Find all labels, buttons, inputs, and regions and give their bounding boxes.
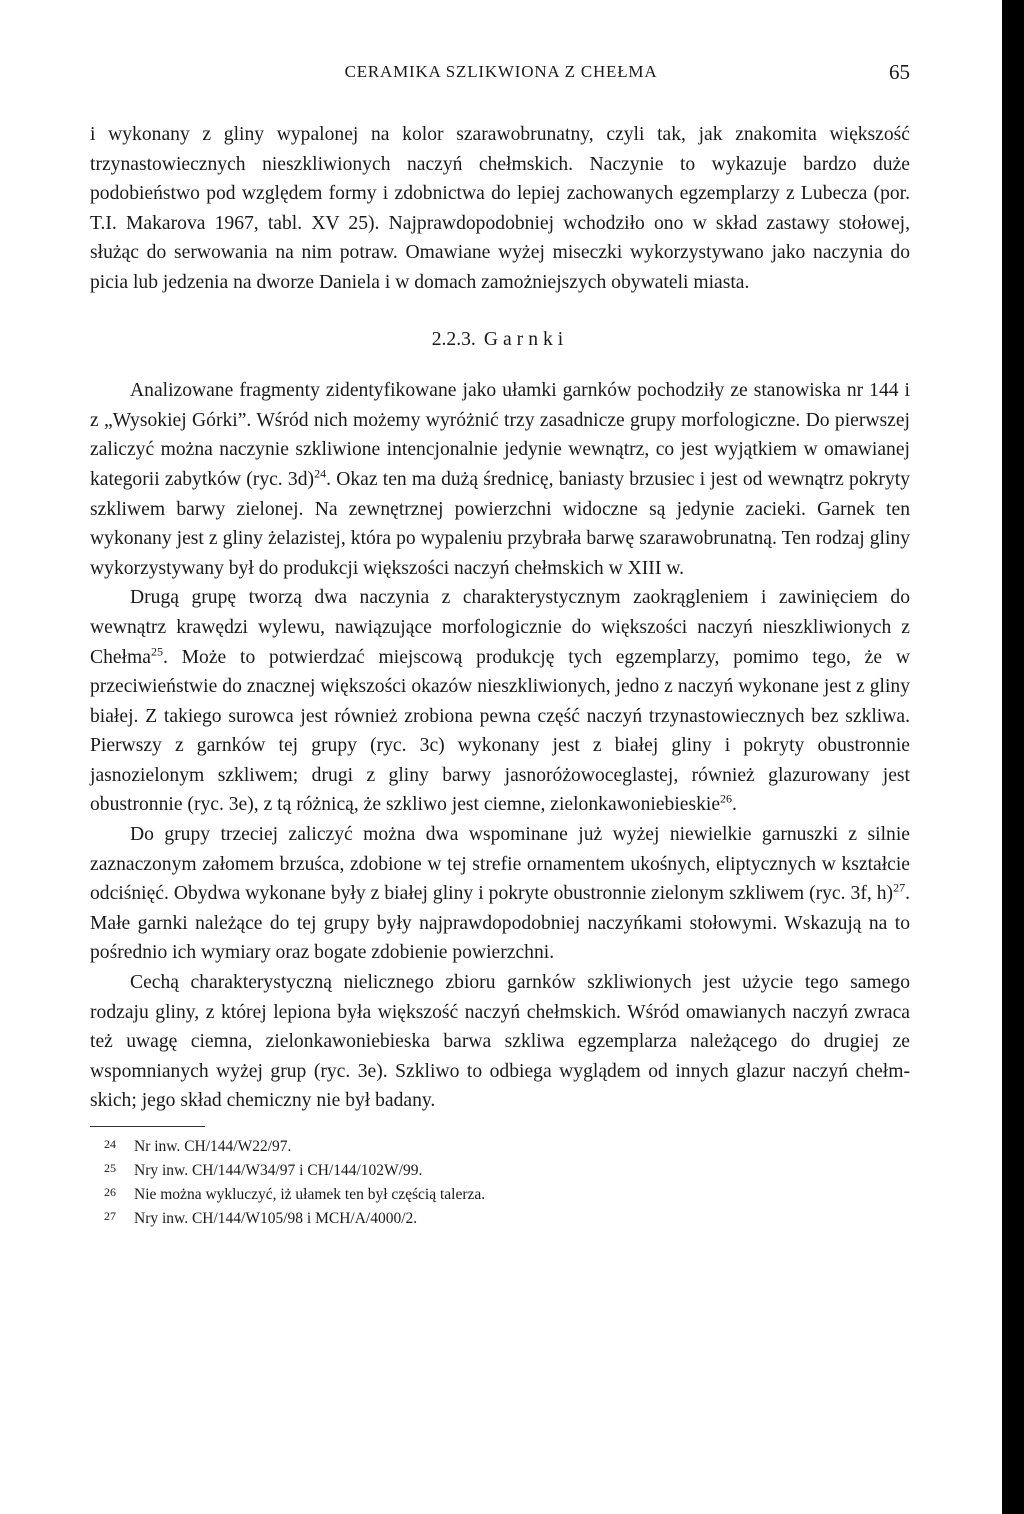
footnote: [90, 1183, 910, 1207]
paragraph-text: Do grupy trzeciej zaliczyć można dwa wspominane już wyżej niewielkie garnuszki z silnie zaznaczonym załomem brzuśca, zdobione w tej strefie ornamentem ukośnych, eliptycznych w kształcie odciśnięć. Obydwa wykonane były z białej gliny i pokryte obustronnie zielonym szkliwem (ryc. 3f, h): [90, 824, 910, 905]
footnote-ref: 25: [150, 643, 163, 658]
footnote-divider: [90, 1126, 205, 1127]
footnote-number: 26: [104, 1185, 116, 1199]
paragraph-text: . Okaz ten ma dużą średnicę, baniasty brzusiec i jest od wewnątrz pokryty szkliwem barwy zielonej. Na zewnętrznej powierzchni widoczne są jedynie zacieki. Garnek ten wykonany jest z gliny żelazistej, która po wypaleniu przybrała barwę szarawobrunatną. Ten rodzaj gliny wykorzystywany był do produkcji większości naczyń chełmskich w XIII w.: [90, 468, 910, 579]
section-heading: [90, 325, 910, 355]
paragraph-text: . Może to potwierdzać miejscową produkcję tych egzemplarzy, pomimo tego, że w przeciwieństwie do znacznej większości okazów nieszkliwionych, jedno z naczyń wykonane jest z gliny białej. Z takiego surowca jest również zrobiona pewna część naczyń trzynastowiecznych bez szkliwa. Pierwszy z garnków tej grupy (ryc. 3c) wykonany jest z białej gliny i pokryty obustronnie jasnozielonym szkliwem; drugi z gliny barwy jasnoróżowoceglastej, również glazurowany jest obustronnie (ryc. 3e), z tą różnicą, że szkliwo jest ciemne, zielonkawoniebieskie: [90, 646, 910, 816]
body-text: [90, 120, 910, 1231]
paragraph-text: .: [732, 794, 737, 816]
paragraph: [90, 820, 910, 968]
running-title: CERAMIKA SZLIKWIONA Z CHEŁMA: [344, 62, 658, 81]
footnote-number: 25: [104, 1161, 116, 1175]
paragraph: [90, 376, 910, 583]
footnote-text: Nie można wykluczyć, iż ułamek ten był częścią talerza.: [134, 1186, 486, 1203]
paragraph-text: . Małe garnki należące do tej grupy były najprawdopodobniej naczyńkami stołowymi. Wskazują na to pośrednio ich wymiary oraz bogate zdobienie powierzchni.: [90, 883, 910, 964]
footnote-ref: 27: [893, 880, 906, 895]
footnote: [90, 1135, 910, 1159]
paragraph-continuation: i wykonany z gliny wypalonej na kolor szarawobrunatny, czyli tak, jak znakomita większość trzynastowiecznych nieszkliwionych naczyń chełmskich. Naczynie to wykazuje bardzo duże podobieństwo pod względem formy i zdobnictwa do lepiej zachowanych egzemplarzy z Lubecza (por. T.I. Makarova 1967, tabl. XV 25). Najprawdopodobniej wchodziło ono w skład zastawy stołowej, służąc do serwowania na nim potraw. Omawiane wyżej miseczki wykorzystywano jako naczynia do picia lub jedzenia na dworze Daniela i w domach zamożniejszych obywateli miasta.: [90, 124, 910, 293]
footnote-ref: 24: [314, 466, 327, 481]
paragraph-text: Drugą grupę tworzą dwa naczynia z charakterystycznym zaokrągleniem i zawinięciem do wewnątrz krawędzi wylewu, nawiązujące morfologicznie do większości naczyń nieszkliwionych z Chełma: [90, 587, 910, 668]
section-title: Garnki: [483, 328, 569, 350]
paragraph: [90, 583, 910, 820]
footnote-text: Nry inw. CH/144/W105/98 i MCH/A/4000/2.: [134, 1210, 418, 1227]
section-number: 2.2.3.: [431, 328, 476, 350]
footnote-text: Nr inw. CH/144/W22/97.: [134, 1138, 292, 1155]
footnote-ref: 26: [720, 791, 733, 806]
footnote-text: Nry inw. CH/144/W34/97 i CH/144/102W/99.: [134, 1162, 423, 1179]
paragraph-text: Analizowane fragmenty zidentyfikowane jako ułamki garnków pochodziły ze stanowiska nr 144 i z „Wysokiej Górki”. Wśród nich możemy wyróżnić trzy zasadnicze grupy morfologiczne. Do pierwszej zaliczyć można naczynie szkliwione intencjonalnie jedynie wewnątrz, co jest wyjątkiem w omawianej kategorii zabytków (ryc. 3d): [90, 380, 910, 490]
paragraph: Cechą charakterystyczną nielicznego zbioru garnków szkliwionych jest użycie tego samego rodzaju gliny, z której lepiona była większość naczyń chełmskich. Wśród omawianych naczyń zwraca też uwagę ciemna, zielonkawoniebieska barwa szkliwa egzemplarza należącego do drugiej ze wspomnianych wyżej grup (ryc. 3e). Szkliwo to odbiega wyglądem od innych glazur naczyń chełmskich; jego skład chemiczny nie był badany.: [90, 972, 910, 1112]
footnote-number: 24: [104, 1137, 116, 1151]
page-number: 65: [889, 60, 910, 84]
footnote: [90, 1159, 910, 1183]
page-header: [92, 62, 910, 92]
footnote: [90, 1207, 910, 1231]
footnote-number: 27: [104, 1209, 116, 1223]
footnotes: [90, 1135, 910, 1231]
